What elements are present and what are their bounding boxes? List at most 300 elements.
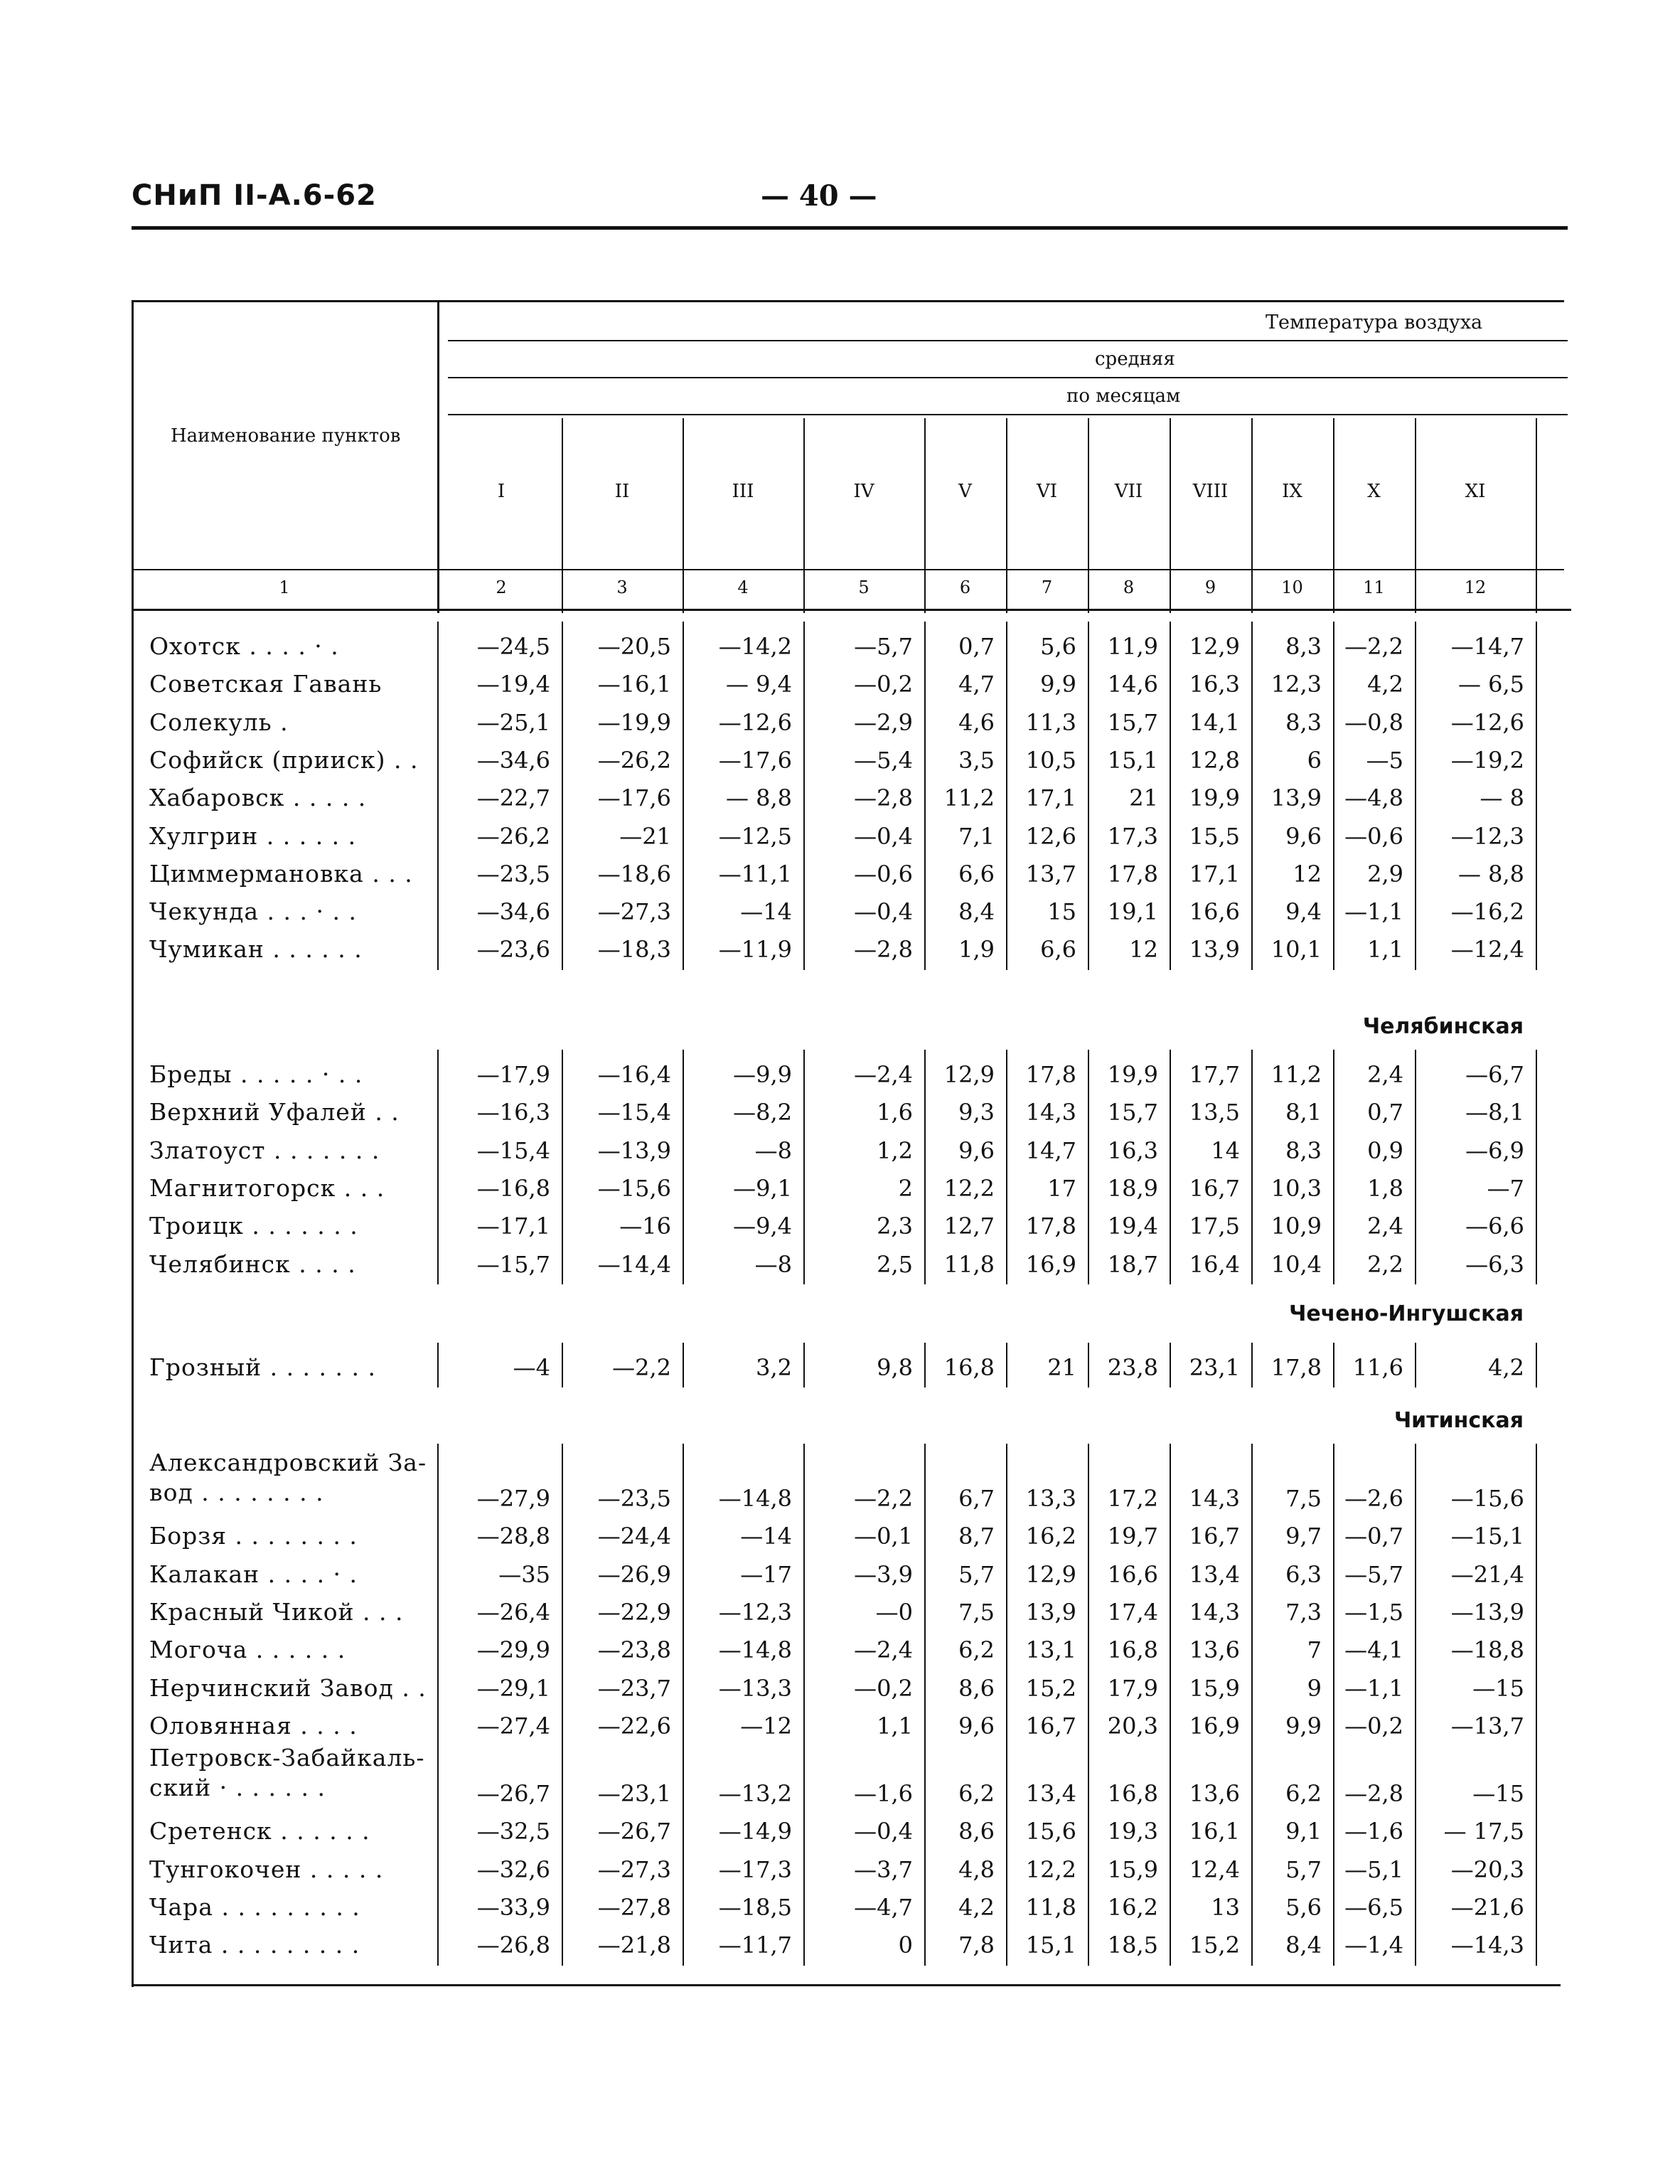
temperature-value: 2 bbox=[898, 1174, 913, 1202]
temperature-value: 18,7 bbox=[1107, 1250, 1158, 1278]
temperature-value: —27,8 bbox=[597, 1894, 671, 1921]
temperature-value: 16,2 bbox=[1025, 1523, 1076, 1550]
station-name: Нерчинский Завод . . bbox=[149, 1673, 427, 1702]
station-name: Солекуль . bbox=[149, 708, 289, 736]
column-rule bbox=[1415, 1343, 1416, 1387]
temperature-value: —27,9 bbox=[476, 1485, 550, 1512]
month-header: II bbox=[614, 481, 630, 502]
temperature-value: 13,5 bbox=[1189, 1099, 1240, 1126]
temperature-value: 14,3 bbox=[1025, 1099, 1076, 1126]
temperature-value: 17,1 bbox=[1189, 860, 1240, 888]
temperature-value: —23,7 bbox=[597, 1674, 671, 1702]
temperature-value: 17,8 bbox=[1107, 860, 1158, 888]
station-name: Чита . . . . . . . . . bbox=[149, 1931, 360, 1959]
temperature-value: —24,4 bbox=[597, 1523, 671, 1550]
temperature-value: —25,1 bbox=[476, 708, 550, 736]
column-number: 12 bbox=[1464, 577, 1487, 597]
column-rule bbox=[803, 1050, 805, 1284]
temperature-value: —8,1 bbox=[1465, 1099, 1524, 1126]
header-rule bbox=[132, 226, 1568, 230]
temperature-value: —2,4 bbox=[854, 1636, 913, 1664]
column-number: 10 bbox=[1281, 577, 1303, 597]
group-rule bbox=[448, 340, 1568, 341]
temperature-value: 13,9 bbox=[1025, 1598, 1076, 1626]
temperature-value: 11,8 bbox=[943, 1250, 995, 1278]
temperature-value: 17,8 bbox=[1025, 1061, 1076, 1088]
temperature-value: 15 bbox=[1047, 898, 1076, 926]
column-rule bbox=[1333, 622, 1334, 970]
temperature-value: 23,1 bbox=[1189, 1354, 1240, 1381]
temperature-value: —35 bbox=[498, 1560, 550, 1588]
temperature-value: —8 bbox=[754, 1136, 792, 1164]
temperature-value: 2,5 bbox=[877, 1250, 913, 1278]
temperature-value: —14 bbox=[740, 1523, 792, 1550]
temperature-value: 8,3 bbox=[1285, 708, 1322, 736]
column-rule bbox=[437, 1050, 439, 1284]
station-name: Охотск . . . . · . bbox=[149, 632, 339, 660]
column-rule bbox=[1251, 1050, 1253, 1284]
temperature-value: 13,7 bbox=[1025, 860, 1076, 888]
temperature-value: —14,8 bbox=[718, 1636, 792, 1664]
column-rule bbox=[1006, 622, 1007, 970]
temperature-value: —20,5 bbox=[597, 633, 671, 660]
temperature-value: 16,7 bbox=[1025, 1712, 1076, 1740]
temperature-value: —34,6 bbox=[476, 746, 550, 774]
column-number: 7 bbox=[1041, 577, 1053, 597]
temperature-value: 19,1 bbox=[1107, 898, 1158, 926]
temperature-value: —0,4 bbox=[854, 898, 913, 926]
temperature-value: 15,9 bbox=[1189, 1674, 1240, 1702]
station-name: Сретенск . . . . . . bbox=[149, 1817, 370, 1845]
temperature-value: 14,3 bbox=[1189, 1598, 1240, 1626]
station-name: Верхний Уфалей . . bbox=[149, 1098, 400, 1126]
temperature-value: —16,4 bbox=[597, 1061, 671, 1088]
temperature-value: 14,7 bbox=[1025, 1136, 1076, 1164]
temperature-value: —12 bbox=[740, 1712, 792, 1740]
column-rule bbox=[1536, 1050, 1537, 1284]
temperature-value: —26,9 bbox=[597, 1560, 671, 1588]
temperature-value: —3,9 bbox=[854, 1560, 913, 1588]
temperature-value: 12,2 bbox=[943, 1174, 995, 1202]
temperature-value: —23,6 bbox=[476, 936, 550, 964]
temperature-value: 9,9 bbox=[1285, 1712, 1322, 1740]
temperature-value: 15,6 bbox=[1025, 1818, 1076, 1845]
temperature-value: —12,4 bbox=[1450, 936, 1524, 964]
temperature-value: 0,7 bbox=[1367, 1099, 1403, 1126]
subgroup-title: средняя bbox=[1095, 348, 1175, 370]
temperature-value: 16,8 bbox=[943, 1354, 995, 1381]
table-left-rule bbox=[132, 300, 134, 613]
temperature-value: 15,7 bbox=[1107, 708, 1158, 736]
column-rule bbox=[1536, 1444, 1537, 1966]
station-name: Чумикан . . . . . . bbox=[149, 935, 363, 964]
column-rule bbox=[1333, 1343, 1334, 1387]
station-name: Чекунда . . . · . . bbox=[149, 897, 357, 926]
temperature-value: 9,3 bbox=[958, 1099, 995, 1126]
temperature-value: 15,2 bbox=[1025, 1674, 1076, 1702]
temperature-value: —18,3 bbox=[597, 936, 671, 964]
column-number: 2 bbox=[496, 577, 507, 597]
temperature-value: 8,3 bbox=[1285, 1136, 1322, 1164]
temperature-value: 8,3 bbox=[1285, 633, 1322, 660]
temperature-value: 17,7 bbox=[1189, 1061, 1240, 1088]
temperature-value: 9,7 bbox=[1285, 1523, 1322, 1550]
temperature-value: —3,7 bbox=[854, 1855, 913, 1883]
column-number: 11 bbox=[1363, 577, 1385, 597]
month-header: VI bbox=[1036, 481, 1058, 502]
temperature-value: 8,7 bbox=[958, 1523, 995, 1550]
temperature-value: 10,5 bbox=[1025, 746, 1076, 774]
temperature-value: —2,9 bbox=[854, 708, 913, 736]
temperature-value: —21,8 bbox=[597, 1932, 671, 1959]
temperature-value: — 9,4 bbox=[725, 671, 792, 698]
subsubgroup-title: по месяцам bbox=[1066, 385, 1181, 407]
temperature-value: —5,7 bbox=[854, 633, 913, 660]
table-top-rule bbox=[132, 300, 1564, 302]
temperature-value: 17 bbox=[1047, 1174, 1076, 1202]
temperature-value: —2,6 bbox=[1344, 1485, 1403, 1512]
temperature-value: —14,2 bbox=[718, 633, 792, 660]
column-rule bbox=[562, 622, 563, 970]
temperature-value: 10,4 bbox=[1270, 1250, 1322, 1278]
temperature-value: 0,9 bbox=[1367, 1136, 1403, 1164]
temperature-value: —14,4 bbox=[597, 1250, 671, 1278]
temperature-value: 10,3 bbox=[1270, 1174, 1322, 1202]
temperature-value: 8,4 bbox=[1285, 1932, 1322, 1959]
temperature-value: —22,6 bbox=[597, 1712, 671, 1740]
temperature-value: —26,2 bbox=[597, 746, 671, 774]
temperature-value: —2,4 bbox=[854, 1061, 913, 1088]
temperature-value: —33,9 bbox=[476, 1894, 550, 1921]
column-rule bbox=[924, 622, 926, 970]
temperature-value: —13,7 bbox=[1450, 1712, 1524, 1740]
temperature-value: —17,6 bbox=[597, 784, 671, 812]
temperature-value: —26,7 bbox=[597, 1818, 671, 1845]
temperature-value: 14,6 bbox=[1107, 671, 1158, 698]
temperature-value: —6,7 bbox=[1465, 1061, 1524, 1088]
temperature-value: 16,7 bbox=[1189, 1174, 1240, 1202]
temperature-value: —24,5 bbox=[476, 633, 550, 660]
temperature-value: 12,7 bbox=[943, 1213, 995, 1240]
temperature-value: 16,6 bbox=[1107, 1560, 1158, 1588]
temperature-value: 6 bbox=[1307, 746, 1322, 774]
temperature-value: —15,6 bbox=[1450, 1485, 1524, 1512]
column-rule bbox=[1536, 1343, 1537, 1387]
column-rule bbox=[1006, 1343, 1007, 1387]
temperature-value: 15,1 bbox=[1025, 1932, 1076, 1959]
column-rule bbox=[924, 1343, 926, 1387]
station-name: Хулгрин . . . . . . bbox=[149, 821, 357, 850]
station-name: Грозный . . . . . . . bbox=[149, 1353, 376, 1381]
temperature-value: —13,2 bbox=[718, 1780, 792, 1808]
column-rule bbox=[1536, 622, 1537, 970]
temperature-value: —4,1 bbox=[1344, 1636, 1403, 1664]
temperature-value: 17,5 bbox=[1189, 1213, 1240, 1240]
temperature-value: 19,7 bbox=[1107, 1523, 1158, 1550]
temperature-value: 16,8 bbox=[1107, 1636, 1158, 1664]
temperature-value: — 8,8 bbox=[1457, 860, 1524, 888]
temperature-value: 17,1 bbox=[1025, 784, 1076, 812]
temperature-value: —0,2 bbox=[1344, 1712, 1403, 1740]
temperature-value: 15,7 bbox=[1107, 1099, 1158, 1126]
temperature-value: 12,8 bbox=[1189, 746, 1240, 774]
temperature-value: 7,5 bbox=[1285, 1485, 1322, 1512]
column-rule bbox=[803, 1444, 805, 1966]
temperature-value: 11,6 bbox=[1352, 1354, 1403, 1381]
temperature-value: —1,1 bbox=[1344, 1674, 1403, 1702]
temperature-value: —16,3 bbox=[476, 1099, 550, 1126]
temperature-value: —18,6 bbox=[597, 860, 671, 888]
temperature-value: —1,6 bbox=[1344, 1818, 1403, 1845]
temperature-value: 5,6 bbox=[1285, 1894, 1322, 1921]
month-header: I bbox=[497, 481, 505, 502]
temperature-value: 15,1 bbox=[1107, 746, 1158, 774]
temperature-value: —0,2 bbox=[854, 671, 913, 698]
temperature-value: 6,7 bbox=[958, 1485, 995, 1512]
temperature-value: —16,8 bbox=[476, 1174, 550, 1202]
page-number: — 40 — bbox=[761, 179, 877, 213]
temperature-value: —26,8 bbox=[476, 1932, 550, 1959]
temperature-value: 6,3 bbox=[1285, 1560, 1322, 1588]
temperature-value: 17,4 bbox=[1107, 1598, 1158, 1626]
temperature-value: —19,2 bbox=[1450, 746, 1524, 774]
temperature-value: 7,1 bbox=[958, 822, 995, 850]
month-header: IX bbox=[1282, 481, 1302, 502]
station-name: Троицк . . . . . . . bbox=[149, 1212, 358, 1240]
column-rule bbox=[1251, 622, 1253, 970]
month-header: III bbox=[732, 481, 754, 502]
temperature-value: 18,9 bbox=[1107, 1174, 1158, 1202]
temperature-value: —4 bbox=[513, 1354, 550, 1381]
temperature-value: 12,6 bbox=[1025, 822, 1076, 850]
station-name: Борзя . . . . . . . . bbox=[149, 1522, 358, 1550]
temperature-value: —11,9 bbox=[718, 936, 792, 964]
temperature-value: 1,9 bbox=[958, 936, 995, 964]
temperature-value: 9,9 bbox=[1040, 671, 1076, 698]
temperature-value: —17,9 bbox=[476, 1061, 550, 1088]
column-rule bbox=[1415, 1050, 1416, 1284]
name-column-header: Наименование пунктов bbox=[171, 425, 401, 447]
temperature-value: —1,1 bbox=[1344, 898, 1403, 926]
station-name: Александровский За- bbox=[149, 1449, 427, 1476]
temperature-value: 9,8 bbox=[877, 1354, 913, 1381]
temperature-value: —8,2 bbox=[733, 1099, 792, 1126]
temperature-value: —4,7 bbox=[854, 1894, 913, 1921]
station-name: Челябинск . . . . bbox=[149, 1250, 356, 1278]
temperature-value: 9,6 bbox=[1285, 822, 1322, 850]
column-number: 4 bbox=[737, 577, 749, 597]
temperature-value: —8 bbox=[754, 1250, 792, 1278]
temperature-value: 11,8 bbox=[1025, 1894, 1076, 1921]
temperature-value: —6,6 bbox=[1465, 1213, 1524, 1240]
temperature-value: —27,3 bbox=[597, 1855, 671, 1883]
temperature-value: —17,6 bbox=[718, 746, 792, 774]
temperature-value: 5,7 bbox=[1285, 1855, 1322, 1883]
temperature-value: 9,4 bbox=[1285, 898, 1322, 926]
temperature-value: 8,4 bbox=[958, 898, 995, 926]
temperature-value: —0,8 bbox=[1344, 708, 1403, 736]
subsubgroup-rule bbox=[448, 414, 1568, 415]
temperature-value: 15,9 bbox=[1107, 1855, 1158, 1883]
temperature-value: —6,3 bbox=[1465, 1250, 1524, 1278]
temperature-value: —16,2 bbox=[1450, 898, 1524, 926]
temperature-value: —2,8 bbox=[854, 784, 913, 812]
temperature-value: 10,9 bbox=[1270, 1213, 1322, 1240]
temperature-value: — 6,5 bbox=[1457, 671, 1524, 698]
temperature-value: 13,4 bbox=[1189, 1560, 1240, 1588]
temperature-value: —6,5 bbox=[1344, 1894, 1403, 1921]
temperature-value: —20,3 bbox=[1450, 1855, 1524, 1883]
temperature-value: —14,3 bbox=[1450, 1932, 1524, 1959]
temperature-value: —14 bbox=[740, 898, 792, 926]
station-name: Советская Гавань bbox=[149, 670, 382, 698]
temperature-value: 9,1 bbox=[1285, 1818, 1322, 1845]
temperature-value: 12 bbox=[1129, 936, 1158, 964]
temperature-value: —17 bbox=[740, 1560, 792, 1588]
station-name: Златоуст . . . . . . . bbox=[149, 1136, 380, 1164]
temperature-value: 2,4 bbox=[1367, 1213, 1403, 1240]
temperature-value: 7,5 bbox=[958, 1598, 995, 1626]
temperature-value: 2,9 bbox=[1367, 860, 1403, 888]
temperature-value: 6,2 bbox=[958, 1636, 995, 1664]
column-rule bbox=[683, 1050, 684, 1284]
station-name: Хабаровск . . . . . bbox=[149, 784, 367, 812]
temperature-value: 15,5 bbox=[1189, 822, 1240, 850]
temperature-value: —14,7 bbox=[1450, 633, 1524, 660]
column-number: 3 bbox=[616, 577, 628, 597]
temperature-value: —5,4 bbox=[854, 746, 913, 774]
temperature-value: 13,3 bbox=[1025, 1485, 1076, 1512]
temperature-value: 11,2 bbox=[943, 784, 995, 812]
temperature-value: 2,4 bbox=[1367, 1061, 1403, 1088]
temperature-value: 14,1 bbox=[1189, 708, 1240, 736]
doc-code: СНиП II-А.6-62 bbox=[132, 179, 377, 212]
temperature-value: —2,2 bbox=[854, 1485, 913, 1512]
temperature-value: 13 bbox=[1211, 1894, 1240, 1921]
temperature-value: —15 bbox=[1472, 1780, 1524, 1808]
temperature-value: 18,5 bbox=[1107, 1932, 1158, 1959]
temperature-value: 7,3 bbox=[1285, 1598, 1322, 1626]
temperature-value: 12,4 bbox=[1189, 1855, 1240, 1883]
temperature-value: —9,4 bbox=[733, 1213, 792, 1240]
column-number: 9 bbox=[1204, 577, 1216, 597]
temperature-value: —2,2 bbox=[1344, 633, 1403, 660]
temperature-value: —17,1 bbox=[476, 1213, 550, 1240]
temperature-value: 10,1 bbox=[1270, 936, 1322, 964]
temperature-value: — 8,8 bbox=[725, 784, 792, 812]
temperature-value: —15,4 bbox=[597, 1099, 671, 1126]
temperature-value: —26,4 bbox=[476, 1598, 550, 1626]
temperature-value: —28,8 bbox=[476, 1523, 550, 1550]
temperature-value: —27,4 bbox=[476, 1712, 550, 1740]
subgroup-rule bbox=[448, 377, 1568, 378]
temperature-value: —13,3 bbox=[718, 1674, 792, 1702]
column-rule bbox=[1170, 1444, 1171, 1966]
temperature-value: —0,7 bbox=[1344, 1523, 1403, 1550]
temperature-value: 4,2 bbox=[1488, 1354, 1524, 1381]
temperature-value: 13,1 bbox=[1025, 1636, 1076, 1664]
station-name: Софийск (прииск) . . bbox=[149, 745, 419, 774]
region-heading: Чечено-Ингушская bbox=[1289, 1301, 1524, 1326]
temperature-value: —14,8 bbox=[718, 1485, 792, 1512]
temperature-value: 5,6 bbox=[1040, 633, 1076, 660]
temperature-value: 7 bbox=[1307, 1636, 1322, 1664]
temperature-value: 13,6 bbox=[1189, 1780, 1240, 1808]
month-col-rule bbox=[1536, 418, 1537, 613]
temperature-value: 6,2 bbox=[958, 1780, 995, 1808]
station-name: Могоча . . . . . . bbox=[149, 1636, 346, 1664]
temperature-value: 1,1 bbox=[877, 1712, 913, 1740]
temperature-value: —22,9 bbox=[597, 1598, 671, 1626]
temperature-value: —0 bbox=[875, 1598, 913, 1626]
temperature-value: 1,1 bbox=[1367, 936, 1403, 964]
temperature-value: —15 bbox=[1472, 1674, 1524, 1702]
temperature-value: —4,8 bbox=[1344, 784, 1403, 812]
column-rule bbox=[562, 1343, 563, 1387]
station-name: Красный Чикой . . . bbox=[149, 1597, 404, 1626]
temperature-value: 17,3 bbox=[1107, 822, 1158, 850]
station-name: Магнитогорск . . . bbox=[149, 1173, 385, 1202]
temperature-value: 12,9 bbox=[943, 1061, 995, 1088]
temperature-value: —34,6 bbox=[476, 898, 550, 926]
temperature-value: 12,9 bbox=[1189, 633, 1240, 660]
station-name: Тунгокочен . . . . . bbox=[149, 1855, 384, 1883]
station-name: Чара . . . . . . . . . bbox=[149, 1893, 360, 1921]
column-rule bbox=[683, 1343, 684, 1387]
column-rule bbox=[683, 1444, 684, 1966]
colnum-bottom-rule bbox=[132, 609, 1571, 611]
temperature-value: 16,1 bbox=[1189, 1818, 1240, 1845]
temperature-value: —2,2 bbox=[612, 1354, 671, 1381]
temperature-value: —5,7 bbox=[1344, 1560, 1403, 1588]
temperature-value: —15,7 bbox=[476, 1250, 550, 1278]
temperature-value: — 17,5 bbox=[1443, 1818, 1524, 1845]
temperature-value: 7,8 bbox=[958, 1932, 995, 1959]
temperature-value: —23,8 bbox=[597, 1636, 671, 1664]
temperature-value: —0,6 bbox=[1344, 822, 1403, 850]
temperature-value: 4,7 bbox=[958, 671, 995, 698]
column-number: 1 bbox=[279, 577, 290, 597]
column-rule bbox=[1170, 1050, 1171, 1284]
column-rule bbox=[1251, 1444, 1253, 1966]
column-rule bbox=[1088, 1050, 1089, 1284]
temperature-value: 3,5 bbox=[958, 746, 995, 774]
temperature-value: 14 bbox=[1211, 1136, 1240, 1164]
temperature-value: 19,3 bbox=[1107, 1818, 1158, 1845]
column-rule bbox=[924, 1050, 926, 1284]
temperature-value: —5,1 bbox=[1344, 1855, 1403, 1883]
temperature-value: 12 bbox=[1293, 860, 1322, 888]
temperature-value: —29,1 bbox=[476, 1674, 550, 1702]
temperature-value: 6,6 bbox=[1040, 936, 1076, 964]
column-number: 8 bbox=[1123, 577, 1135, 597]
station-name-cont: ский · . . . . . . bbox=[149, 1774, 326, 1802]
temperature-value: 5,7 bbox=[958, 1560, 995, 1588]
temperature-value: 0,7 bbox=[958, 633, 995, 660]
month-header: VII bbox=[1114, 481, 1143, 502]
temperature-value: —7 bbox=[1487, 1174, 1524, 1202]
temperature-value: 6,2 bbox=[1285, 1780, 1322, 1808]
temperature-value: 8,6 bbox=[958, 1818, 995, 1845]
temperature-value: —0,4 bbox=[854, 822, 913, 850]
temperature-value: 16,8 bbox=[1107, 1780, 1158, 1808]
temperature-value: —11,7 bbox=[718, 1932, 792, 1959]
temperature-value: —21 bbox=[619, 822, 671, 850]
temperature-value: —19,9 bbox=[597, 708, 671, 736]
temperature-value: 19,9 bbox=[1189, 784, 1240, 812]
temperature-value: —1,5 bbox=[1344, 1598, 1403, 1626]
column-rule bbox=[1088, 622, 1089, 970]
